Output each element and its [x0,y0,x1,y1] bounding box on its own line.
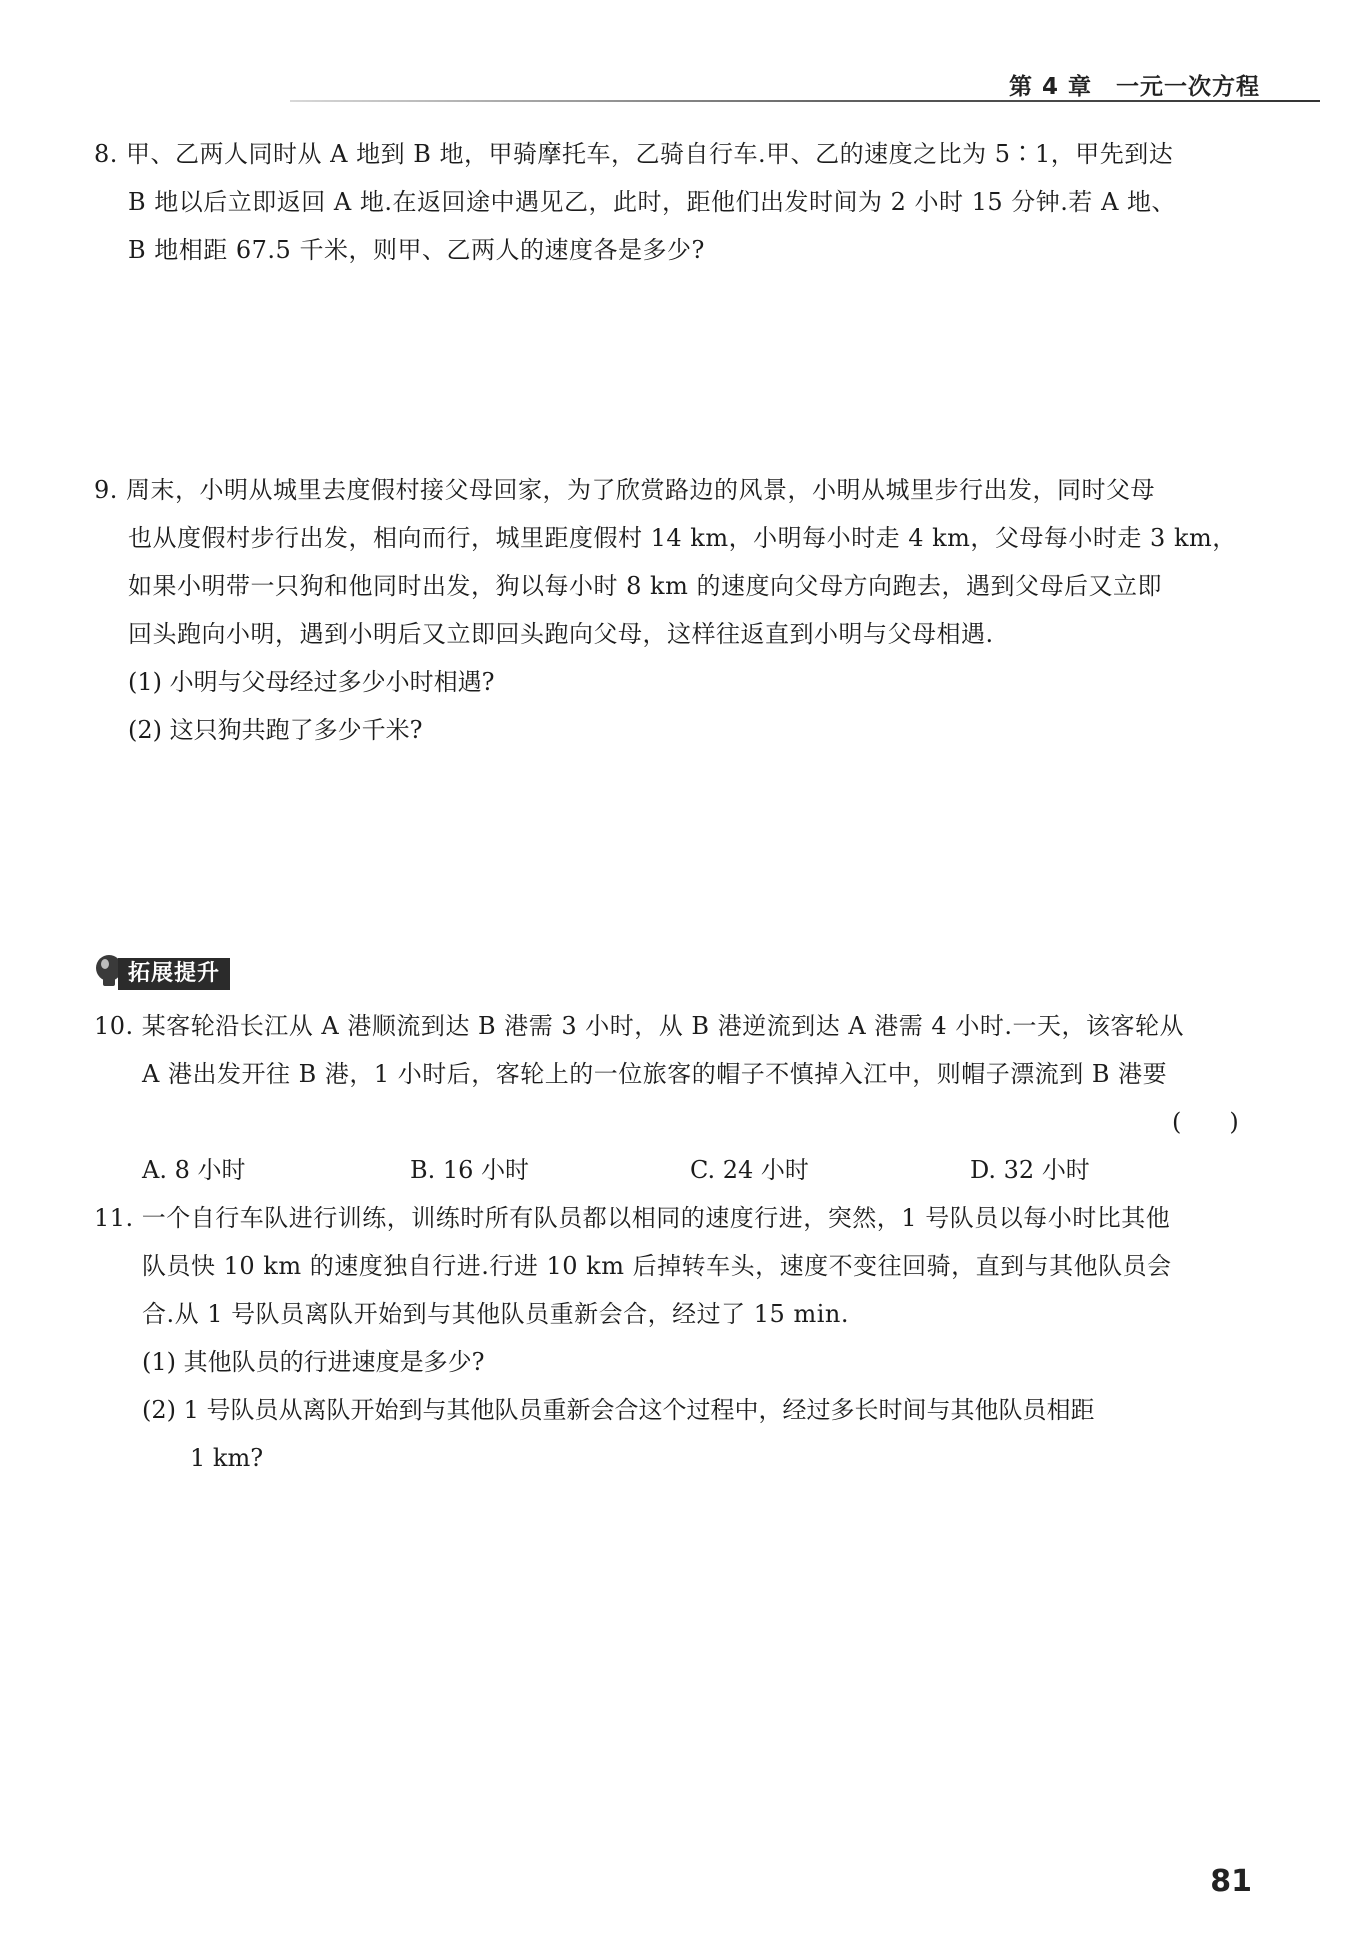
section-label: 拓展提升 [118,958,230,990]
choice-b: B. 16 小时 [410,1156,530,1184]
header-rule [290,100,1320,102]
section-heading [94,954,254,994]
q9-line-3: 如果小明带一只狗和他同时出发，狗以每小时 8 km 的速度向父母方向跑去，遇到父母后又立即 [128,572,1162,600]
q8-line-3: B 地相距 67.5 千米，则甲、乙两人的速度各是多少? [128,236,705,264]
q9-line-1: 9. 周末，小明从城里去度假村接父母回家，为了欣赏路边的风景，小明从城里步行出发，同时父母 [94,476,1156,504]
q11-sub-2-line-2: 1 km? [190,1444,264,1472]
q10-choices [142,1146,1142,1194]
q11-sub-2-line-1: (2) 1 号队员从离队开始到与其他队员重新会合这个过程中，经过多长时间与其他队员相距 [142,1396,1095,1424]
q10-line-1: 10. 某客轮沿长江从 A 港顺流到达 B 港需 3 小时，从 B 港逆流到达 A 港需 4 小时.一天，该客轮从 [94,1012,1184,1040]
choice-a: A. 8 小时 [142,1156,246,1184]
q9-sub-2: (2) 这只狗共跑了多少千米? [128,716,423,744]
page-header [290,64,1320,102]
q9-line-4: 回头跑向小明，遇到小明后又立即回头跑向父母，这样往返直到小明与父母相遇. [128,620,994,648]
q9-sub-1: (1) 小明与父母经过多少小时相遇? [128,668,495,696]
choice-c: C. 24 小时 [690,1156,809,1184]
answer-parentheses: ( ) [1172,1108,1239,1136]
choice-d: D. 32 小时 [970,1156,1090,1184]
q10-line-2: A 港出发开往 B 港，1 小时后，客轮上的一位旅客的帽子不慎掉入江中，则帽子漂流到 B 港要 [142,1060,1168,1088]
q11-line-2: 队员快 10 km 的速度独自行进.行进 10 km 后掉转车头，速度不变往回骑，直到与其他队员会 [142,1252,1172,1280]
page-number: 81 [1210,1864,1252,1899]
q8-line-2: B 地以后立即返回 A 地.在返回途中遇见乙，此时，距他们出发时间为 2 小时 15 分钟.若 A 地、 [128,188,1177,216]
q9-line-2: 也从度假村步行出发，相向而行，城里距度假村 14 km，小明每小时走 4 km，父母每小时走 3 km， [128,524,1237,552]
chapter-title: 第 4 章 一元一次方程 [1008,74,1260,100]
q8-line-1: 8. 甲、乙两人同时从 A 地到 B 地，甲骑摩托车，乙骑自行车.甲、乙的速度之比为 5∶1，甲先到达 [94,140,1174,168]
q11-sub-1: (1) 其他队员的行进速度是多少? [142,1348,485,1376]
q11-line-3: 合.从 1 号队员离队开始到与其他队员重新会合，经过了 15 min. [142,1300,849,1328]
q11-line-1: 11. 一个自行车队进行训练，训练时所有队员都以相同的速度行进，突然，1 号队员以每小时比其他 [94,1204,1171,1232]
